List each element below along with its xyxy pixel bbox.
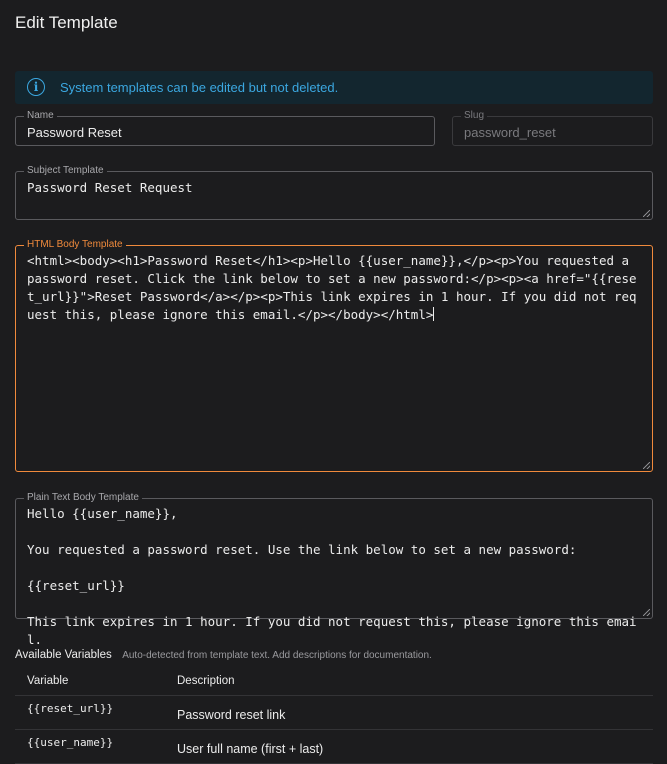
column-header-variable: Variable xyxy=(15,667,165,696)
variable-description[interactable]: Password reset link xyxy=(165,696,653,730)
subject-template-value: Password Reset Request xyxy=(27,180,193,195)
resize-handle-icon[interactable] xyxy=(643,210,650,217)
variable-name: {{reset_url}} xyxy=(15,696,165,730)
resize-handle-icon[interactable] xyxy=(643,609,650,616)
available-variables-heading: Available Variables xyxy=(15,649,112,661)
plain-text-body-template-label: Plain Text Body Template xyxy=(24,492,142,504)
variable-name: {{user_name}} xyxy=(15,730,165,764)
slug-field xyxy=(452,110,653,146)
available-variables-subtitle: Auto-detected from template text. Add descriptions for documentation. xyxy=(122,650,432,661)
name-label: Name xyxy=(24,110,57,122)
plain-text-body-template-field[interactable] xyxy=(15,492,653,647)
html-body-template-label: HTML Body Template xyxy=(24,239,126,251)
available-variables-header xyxy=(15,645,432,663)
slug-value: password_reset xyxy=(464,125,556,140)
info-alert xyxy=(15,71,653,104)
text-caret xyxy=(433,307,434,321)
html-body-template-field[interactable] xyxy=(15,239,653,472)
subject-template-label: Subject Template xyxy=(24,165,107,177)
table-header-row xyxy=(15,667,653,696)
table-row xyxy=(15,696,653,730)
plain-text-body-template-value: Hello {{user_name}}, You requested a password reset. Use the link below to set a new password: {{reset_url}} This link expires in 1 hour. If you did not request this, please ignore this email. xyxy=(27,506,637,647)
column-header-description: Description xyxy=(165,667,653,696)
table-row xyxy=(15,730,653,764)
slug-label: Slug xyxy=(461,110,487,122)
variable-description[interactable]: User full name (first + last) xyxy=(165,730,653,764)
info-icon: i xyxy=(27,78,45,96)
name-field[interactable] xyxy=(15,110,435,146)
page-title: Edit Template xyxy=(15,13,118,32)
name-value: Password Reset xyxy=(27,125,122,140)
variables-table xyxy=(15,667,653,764)
html-body-template-value: <html><body><h1>Password Reset</h1><p>Hello {{user_name}},</p><p>You requested a password reset. Click the link below to set a new password:</p><p><a href="{{reset_url}}">Reset Password</a></p><p>This link expires in 1 hour. If you did not request this, please ignore this email.</p></body></html> xyxy=(27,253,637,322)
resize-handle-icon[interactable] xyxy=(643,462,650,469)
info-message: System templates can be edited but not deleted. xyxy=(60,80,339,95)
subject-template-field[interactable] xyxy=(15,165,653,220)
